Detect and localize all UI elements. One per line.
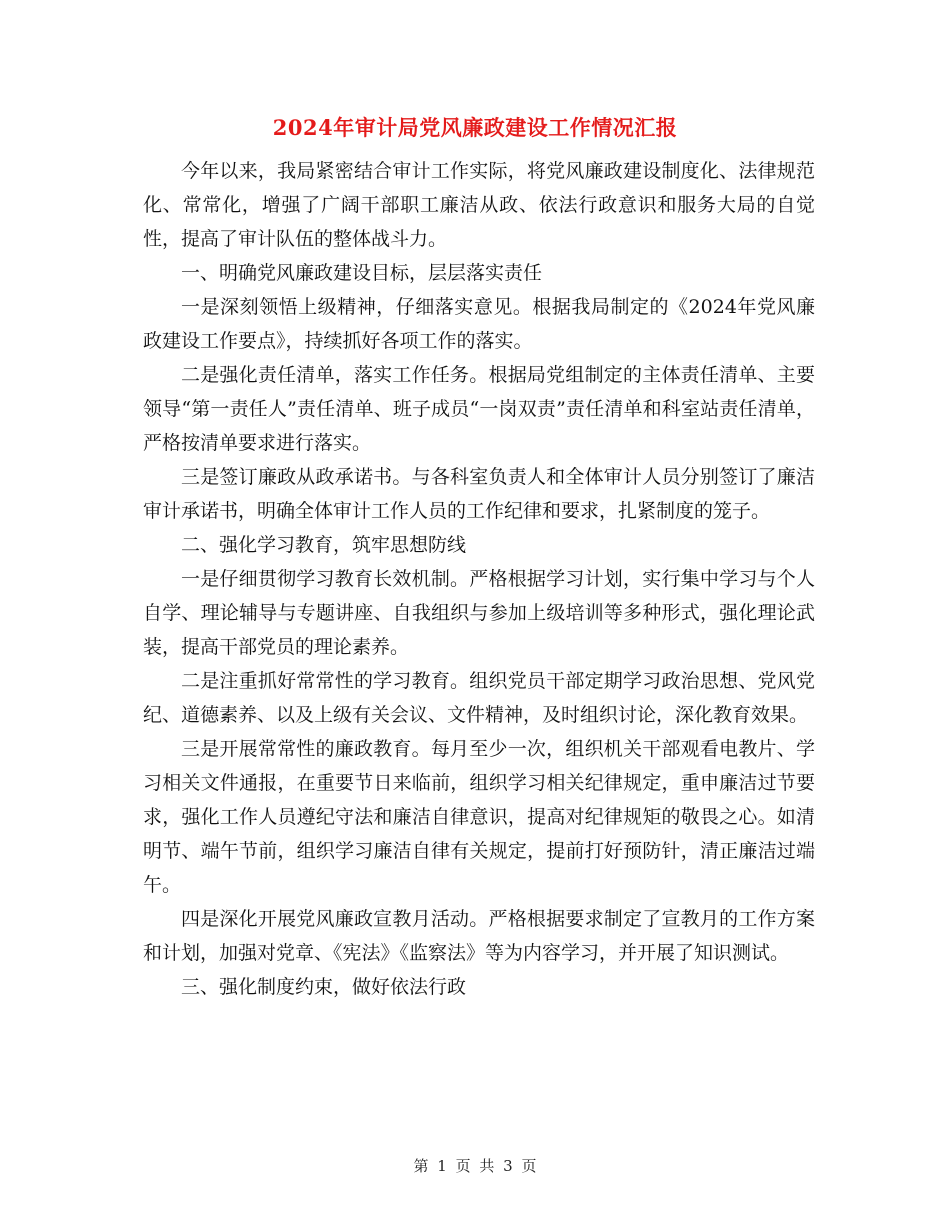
page-number-footer: 第 1 页 共 3 页: [413, 1157, 537, 1175]
paragraph-1-3: 三是签订廉政从政承诺书。与各科室负责人和全体审计人员分别签订了廉洁审计承诺书，明确全体审计工作人员的工作纪律和要求，扎紧制度的笼子。: [143, 466, 815, 522]
paragraph-2-2: 二是注重抓好常常性的学习教育。组织党员干部定期学习政治思想、党风党纪、道德素养、以及上级有关会议、文件精神，及时组织讨论，深化教育效果。: [143, 670, 815, 726]
paragraph-2-3: 三是开展常常性的廉政教育。每月至少一次，组织机关干部观看电教片、学习相关文件通报，在重要节日来临前，组织学习相关纪律规定，重申廉洁过节要求，强化工作人员遵纪守法和廉洁自律意识，提高对纪律规矩的敬畏之心。如清明节、端午节前，组织学习廉洁自律有关规定，提前打好预防针，清正廉洁过端午。: [143, 738, 815, 896]
intro-paragraph: 今年以来，我局紧密结合审计工作实际，将党风廉政建设制度化、法律规范化、常常化，增强了广阔干部职工廉洁从政、依法行政意识和服务大局的自觉性，提高了审计队伍的整体战斗力。: [143, 160, 815, 250]
document-title: 2024年审计局党风廉政建设工作情况汇报: [272, 115, 678, 140]
paragraph-1-1: 一是深刻领悟上级精神，仔细落实意见。根据我局制定的《2024年党风廉政建设工作要点》，持续抓好各项工作的落实。: [143, 296, 815, 352]
paragraph-1-2: 二是强化责任清单，落实工作任务。根据局党组制定的主体责任清单、主要领导“第一责任人”责任清单、班子成员“一岗双责”责任清单和科室站责任清单，严格按清单要求进行落实。: [143, 364, 815, 454]
paragraph-2-4: 四是深化开展党风廉政宣教月活动。严格根据要求制定了宣教月的工作方案和计划，加强对党章、《宪法》《监察法》等为内容学习，并开展了知识测试。: [143, 908, 815, 964]
section-heading-2: 二、强化学习教育，筑牢思想防线: [181, 534, 467, 556]
section-heading-1: 一、明确党风廉政建设目标，层层落实责任: [181, 262, 543, 284]
document-body: [143, 154, 815, 1004]
paragraph-2-1: 一是仔细贯彻学习教育长效机制。严格根据学习计划，实行集中学习与个人自学、理论辅导与专题讲座、自我组织与参加上级培训等多种形式，强化理论武装，提高干部党员的理论素养。: [143, 568, 815, 658]
section-heading-3: 三、强化制度约束，做好依法行政: [181, 976, 467, 998]
